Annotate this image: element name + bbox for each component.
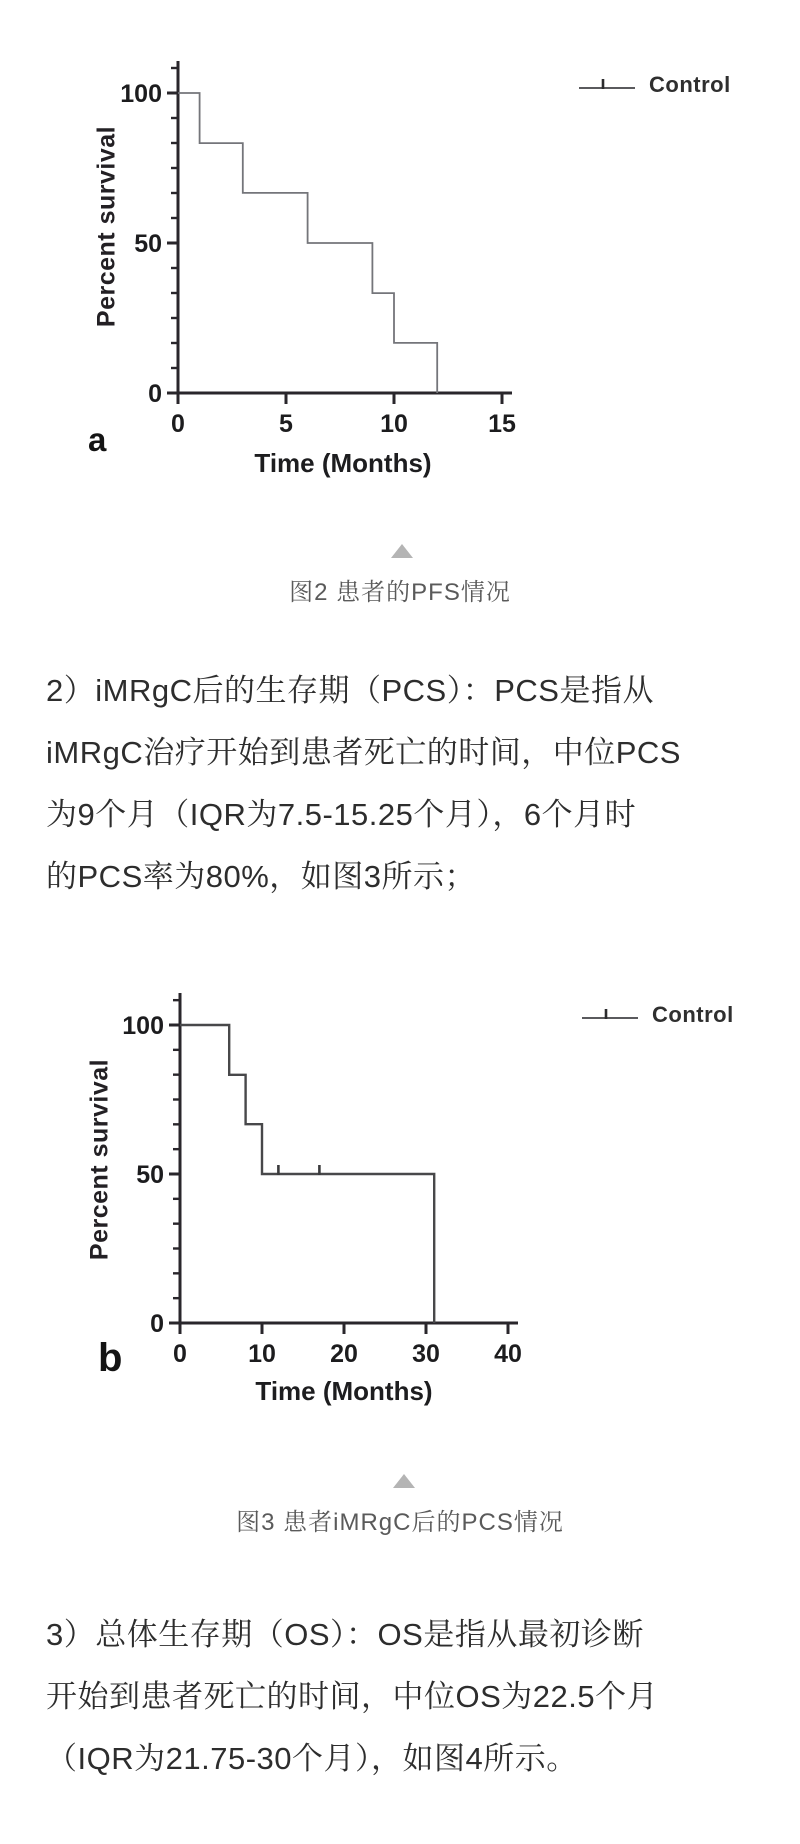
paragraph-line: 2）iMRgC后的生存期（PCS）：PCS是指从 (46, 673, 654, 708)
x-tick-label: 30 (412, 1340, 440, 1368)
survival-curve-control (178, 93, 437, 393)
pcs-legend (580, 1002, 734, 1028)
paragraph-line: 为9个月（IQR为7.5-15.25个月），6个月时 (46, 797, 637, 832)
censor-line-icon (580, 1002, 640, 1028)
y-tick-label: 100 (122, 1012, 164, 1040)
x-tick-label: 0 (173, 1340, 187, 1368)
caption-triangle-icon (391, 544, 413, 558)
x-tick-label: 0 (171, 410, 185, 438)
y-tick-label: 50 (136, 1161, 164, 1189)
x-tick-label: 10 (248, 1340, 276, 1368)
x-tick-label: 20 (330, 1340, 358, 1368)
pcs-y-axis-label: Percent survival (85, 1058, 114, 1261)
pfs-x-axis-label: Time (Months) (254, 448, 432, 478)
x-tick-label: 40 (494, 1340, 522, 1368)
paragraph-line: 3）总体生存期（OS）：OS是指从最初诊断 (46, 1617, 644, 1652)
censor-line-icon (577, 72, 637, 98)
pfs-y-axis-label: Percent survival (92, 125, 121, 328)
y-tick-label: 50 (134, 230, 162, 258)
pfs-legend-label: Control (649, 72, 731, 97)
y-tick-label: 0 (148, 380, 162, 408)
pcs-x-axis-label: Time (Months) (255, 1376, 433, 1406)
x-tick-label: 10 (380, 410, 408, 438)
survival-curve-control (180, 1025, 434, 1323)
pcs-figure-caption: 图3 患者iMRgC后的PCS情况 (236, 1509, 564, 1536)
y-tick-label: 0 (150, 1310, 164, 1338)
pfs-figure-caption: 图2 患者的PFS情况 (289, 579, 511, 606)
y-tick-label: 100 (120, 80, 162, 108)
x-tick-label: 15 (488, 410, 516, 438)
pcs-legend-label: Control (652, 1002, 734, 1027)
pcs-panel-letter: b (98, 1336, 123, 1380)
paragraph-line: 的PCS率为80%，如图3所示； (46, 859, 477, 894)
paragraph-pcs (46, 660, 762, 908)
paragraph-line: （IQR为21.75-30个月），如图4所示。 (46, 1741, 578, 1776)
caption-triangle-icon (393, 1474, 415, 1488)
paragraph-line: iMRgC治疗开始到患者死亡的时间，中位PCS (46, 735, 681, 770)
x-tick-label: 5 (279, 410, 293, 438)
paragraph-line: 开始到患者死亡的时间，中位OS为22.5个月 (46, 1679, 659, 1714)
paragraph-os (46, 1604, 762, 1790)
pfs-legend (577, 72, 731, 98)
pfs-panel-letter: a (88, 421, 107, 458)
